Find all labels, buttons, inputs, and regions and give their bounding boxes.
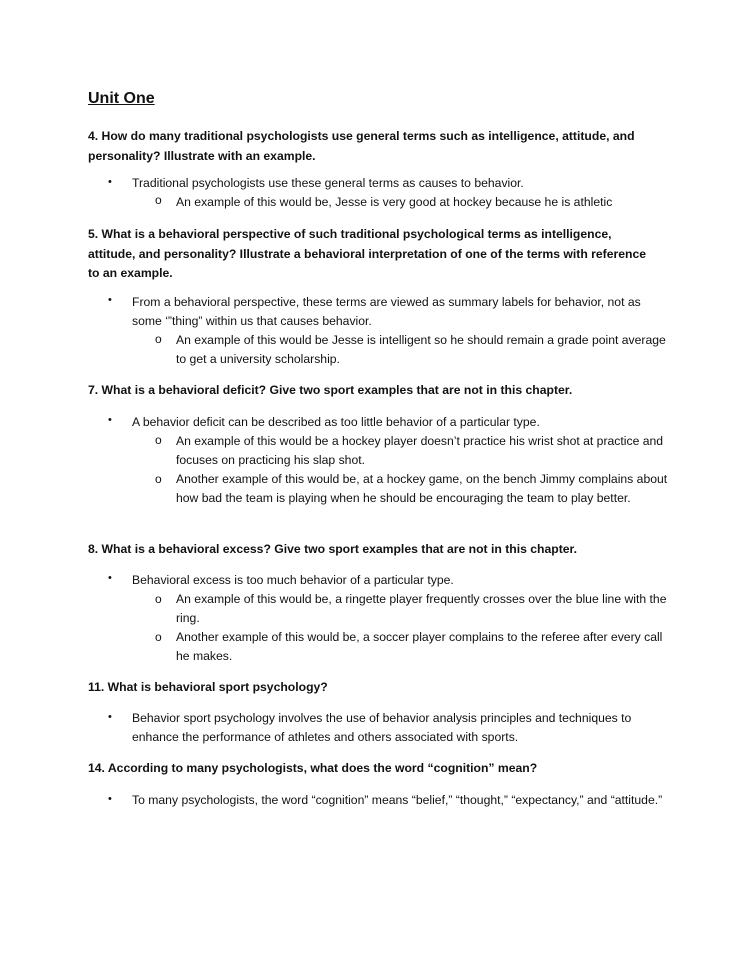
question-5: 5. What is a behavioral perspective of such traditional psychological terms as intelligence, attitude, and personality? Illustrate a behavioral interpretation of one of the terms with reference to an example. [88,227,647,280]
question-8: 8. What is a behavioral excess? Give two sport examples that are not in this chapter. [88,542,578,556]
answer-5-sub-1: An example of this would be Jesse is intelligent so he should remain a grade point average to get a university scholarship. [176,333,666,367]
sub-bullet-icon: o [155,592,162,606]
sub-bullet-icon: o [155,433,162,447]
question-11: 11. What is behavioral sport psychology? [88,680,328,694]
answer-7-bullet: A behavior deficit can be described as too little behavior of a particular type. [132,415,540,429]
sub-bullet-icon: o [155,332,162,346]
sub-bullet-icon: o [155,193,162,207]
page-title: Unit One [88,90,155,107]
answer-4-sub-1: An example of this would be, Jesse is very good at hockey because he is athletic [176,195,613,209]
bullet-icon: • [108,711,112,723]
question-14: 14. According to many psychologists, what does the word “cognition” mean? [88,761,538,775]
bullet-icon: • [108,414,112,426]
answer-4-bullet: Traditional psychologists use these general terms as causes to behavior. [132,176,524,190]
answer-7-sub-2: Another example of this would be, at a hockey game, on the bench Jimmy complains about how bad the team is playing when he should be encouraging the team to play better. [176,472,668,506]
answer-11-bullet: Behavior sport psychology involves the use of behavior analysis principles and techniques to enhance the performance of athletes and others associated with sports. [132,711,632,745]
bullet-icon: • [108,572,112,584]
answer-7-sub-1: An example of this would be a hockey player doesn’t practice his wrist shot at practice and focuses on practicing his slap shot. [176,434,664,468]
question-7: 7. What is a behavioral deficit? Give two sport examples that are not in this chapter. [88,383,573,397]
sub-bullet-icon: o [155,630,162,644]
bullet-icon: • [108,294,112,306]
bullet-icon: • [108,793,112,805]
sub-bullet-icon: o [155,472,162,486]
answer-5-bullet: From a behavioral perspective, these terms are viewed as summary labels for behavior, not as some ‘”thing” within us that causes behavior. [132,295,641,329]
answer-8-sub-1: An example of this would be, a ringette player frequently crosses over the blue line with the ring. [176,592,667,626]
answer-14-bullet: To many psychologists, the word “cognition” means “belief,” “thought,” “expectancy,” and “attitude.” [132,793,663,807]
answer-8-sub-2: Another example of this would be, a soccer player complains to the referee after every call he makes. [176,630,663,664]
question-4: 4. How do many traditional psychologists use general terms such as intelligence, attitude, and personality? Illustrate with an example. [88,129,635,163]
answer-8-bullet: Behavioral excess is too much behavior of a particular type. [132,573,454,587]
bullet-icon: • [108,176,112,188]
